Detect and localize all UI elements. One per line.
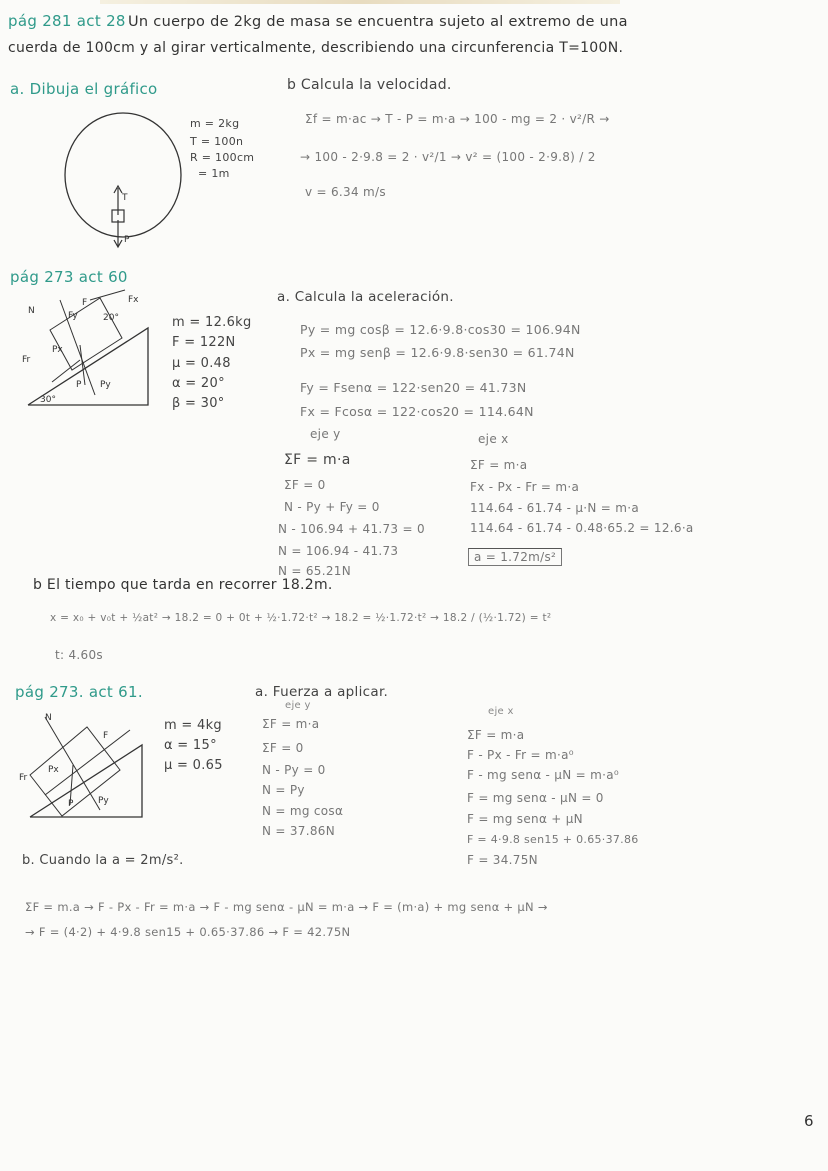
equation: ΣF = 0 [262, 741, 304, 755]
part-b-label: b. Cuando la a = 2m/s². [22, 853, 184, 868]
axis-y-label: eje y [310, 427, 341, 441]
page-number: 6 [804, 1112, 814, 1130]
given-value: μ = 0.48 [172, 356, 231, 371]
equation: Py = mg cosβ = 12.6·9.8·cos30 = 106.94N [300, 322, 581, 337]
given-value: α = 15° [164, 738, 217, 753]
normal-label: N [45, 713, 52, 723]
px-label: Px [48, 765, 59, 775]
normal-label: N [28, 306, 35, 316]
equation: F = mg senα - μN = 0 [467, 791, 604, 805]
weight-label: P [76, 380, 82, 390]
py-label: Py [98, 796, 109, 806]
friction-label: Fr [19, 773, 28, 783]
part-a-label: a. Dibuja el gráfico [10, 80, 158, 98]
weight-label: P [68, 799, 74, 809]
result: v = 6.34 m/s [305, 185, 386, 199]
given-value: T = 100n [190, 135, 244, 148]
given-value: m = 12.6kg [172, 315, 252, 330]
equation: 114.64 - 61.74 - 0.48·65.2 = 12.6·a [470, 521, 694, 535]
part-a-label: a. Calcula la aceleración. [277, 289, 454, 305]
problem-ref: pág 273. act 61. [15, 683, 143, 701]
equation: ΣF = 0 [284, 478, 326, 492]
equation: N = 65.21N [278, 564, 351, 578]
force-label: F [103, 731, 109, 741]
equation: N = mg cosα [262, 804, 344, 818]
equation: Σf = m·ac → T - P = m·a → 100 - mg = 2 · v²/R → [305, 112, 610, 126]
equation: Fx - Px - Fr = m·a [470, 480, 580, 494]
equation: N - Py + Fy = 0 [284, 500, 380, 514]
equation: N = Py [262, 783, 305, 797]
px-label: Px [52, 345, 63, 355]
angle-label: 20° [103, 313, 119, 323]
equation: F - Px - Fr = m·a⁰ [467, 748, 574, 762]
equation: F - mg senα - μN = m·a⁰ [467, 768, 619, 782]
part-b-label: b El tiempo que tarda en recorrer 18.2m. [33, 577, 333, 593]
problem-statement: cuerda de 100cm y al girar verticalmente, describiendo una circunferencia T=100N. [8, 40, 624, 56]
problem-ref: pág 273 act 60 [10, 268, 128, 286]
given-value: = 1m [198, 167, 230, 180]
equation: → F = (4·2) + 4·9.8 sen15 + 0.65·37.86 → F = 42.75N [25, 925, 351, 939]
given-value: α = 20° [172, 376, 225, 391]
axis-x-label: eje x [488, 706, 514, 717]
problem-ref: pág 281 act 28 [8, 12, 126, 30]
py-label: Py [100, 380, 111, 390]
result: t: 4.60s [55, 648, 103, 662]
given-value: μ = 0.65 [164, 758, 223, 773]
equation: → 100 - 2·9.8 = 2 · v²/1 → v² = (100 - 2·9.8) / 2 [300, 150, 596, 164]
equation: Fy = Fsenα = 122·sen20 = 41.73N [300, 380, 527, 395]
equation: ΣF = m·a [284, 452, 351, 468]
result: F = 34.75N [467, 853, 538, 867]
equation: Px = mg senβ = 12.6·9.8·sen30 = 61.74N [300, 345, 575, 360]
equation: ΣF = m·a [467, 728, 525, 742]
given-value: β = 30° [172, 396, 225, 411]
given-value: R = 100cm [190, 151, 255, 164]
equation: x = x₀ + v₀t + ½at² → 18.2 = 0 + 0t + ½·1.72·t² → 18.2 = ½·1.72·t² → 18.2 / (½·1.72) = t² [50, 612, 552, 624]
axis-x-label: eje x [478, 432, 509, 446]
equation: ΣF = m.a → F - Px - Fr = m·a → F - mg senα - μN = m·a → F = (m·a) + mg senα + μN → [25, 900, 548, 914]
equation: 114.64 - 61.74 - μ·N = m·a [470, 501, 640, 515]
problem-statement: Un cuerpo de 2kg de masa se encuentra sujeto al extremo de una [128, 14, 628, 30]
result-box: a = 1.72m/s² [468, 548, 562, 566]
equation: N - Py = 0 [262, 763, 326, 777]
fy-label: Fy [68, 311, 78, 321]
given-value: m = 2kg [190, 117, 240, 130]
part-a-label: a. Fuerza a aplicar. [255, 684, 389, 700]
friction-label: Fr [22, 355, 31, 365]
weight-label: P [124, 235, 130, 245]
fx-label: Fx [128, 295, 139, 305]
paper-edge [100, 0, 620, 4]
equation: N = 37.86N [262, 824, 335, 838]
part-b-label: b Calcula la velocidad. [287, 77, 452, 93]
tension-label: T [122, 193, 128, 203]
equation: F = mg senα + μN [467, 812, 583, 826]
given-value: F = 122N [172, 335, 236, 350]
axis-y-label: eje y [285, 700, 311, 711]
equation: F = 4·9.8 sen15 + 0.65·37.86 [467, 833, 639, 846]
equation: N = 106.94 - 41.73 [278, 544, 399, 558]
force-label: F [82, 298, 88, 308]
base-angle-label: 30° [40, 395, 56, 405]
equation: Fx = Fcosα = 122·cos20 = 114.64N [300, 404, 534, 419]
equation: ΣF = m·a [470, 458, 528, 472]
given-value: m = 4kg [164, 718, 222, 733]
equation: N - 106.94 + 41.73 = 0 [278, 522, 425, 536]
equation: ΣF = m·a [262, 717, 320, 731]
